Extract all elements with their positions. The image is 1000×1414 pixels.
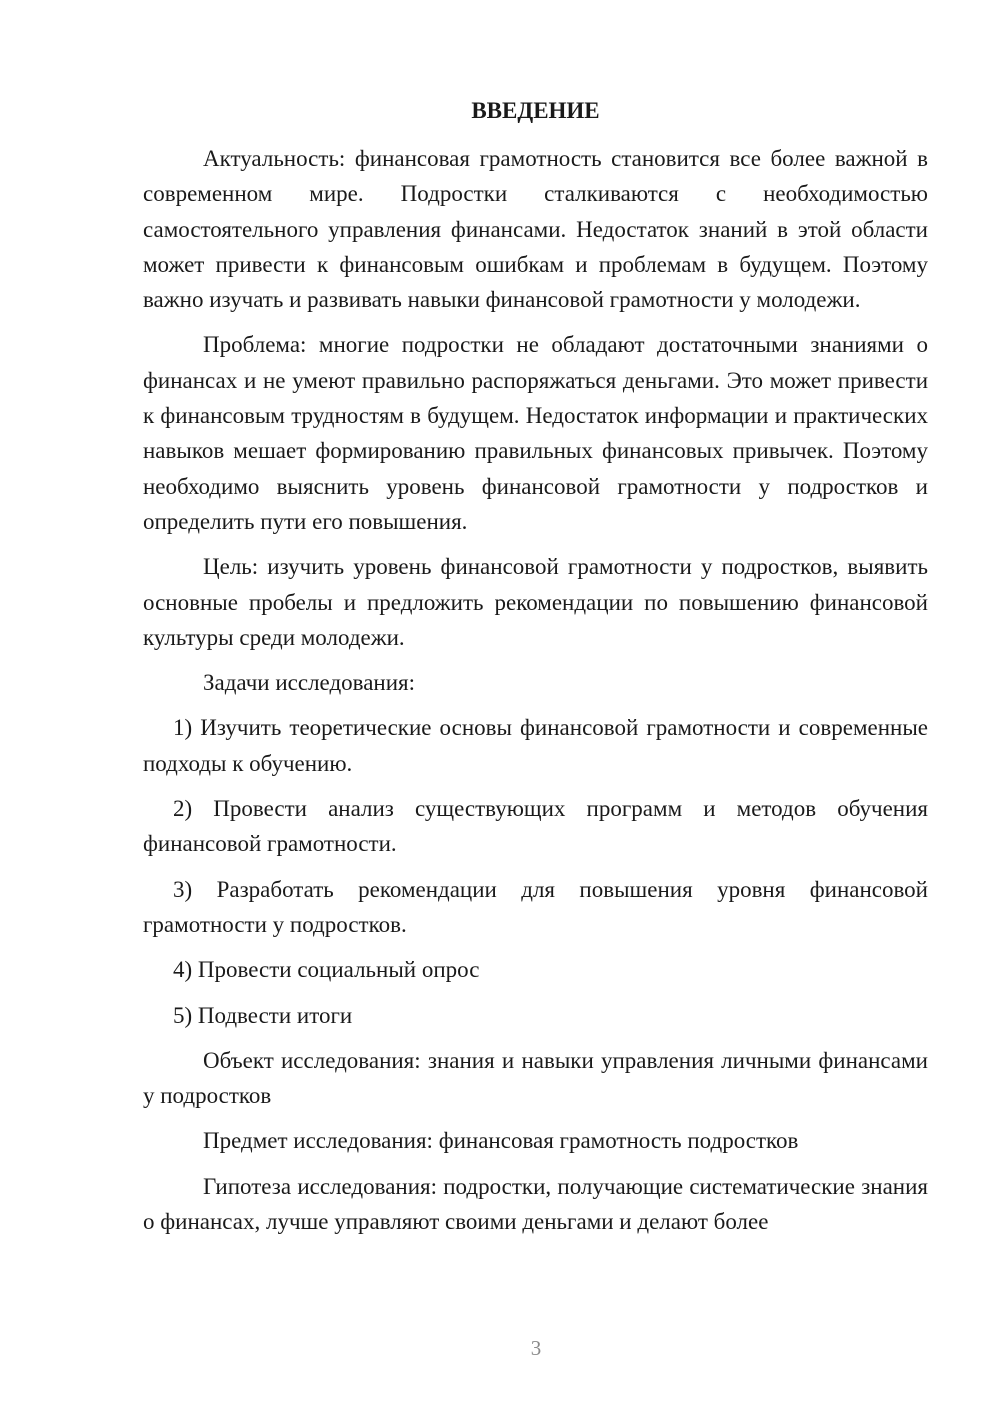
task-item-3: 3) Разработать рекомендации для повышения уровня финансовой грамотности у подростков. bbox=[143, 876, 928, 937]
task-item-2: 2) Провести анализ существующих программ и методов обучения финансовой грамотности. bbox=[143, 796, 928, 857]
tasks-heading: Задачи исследования: bbox=[203, 670, 416, 696]
hypothesis-paragraph: Гипотеза исследования: подростки, получающие систематические знания о финансах, лучше управляют своими деньгами и делают более bbox=[143, 1173, 928, 1235]
page-number: 3 bbox=[530, 1336, 542, 1360]
task-item-1: 1) Изучить теоретические основы финансовой грамотности и современные подходы к обучению. bbox=[143, 715, 928, 776]
task-item-4: 4) Провести социальный опрос bbox=[173, 957, 480, 983]
problem-paragraph: Проблема: многие подростки не обладают достаточными знаниями о финансах и не умеют правильно распоряжаться деньгами. Это может привести к финансовым трудностям в будущем. Недостаток информации и практических навыков мешает формированию правильных финансовых привычек. Поэтому необходимо выяснить уровень финансовой грамотности у подростков и определить пути его повышения. bbox=[143, 332, 928, 534]
goal-paragraph: Цель: изучить уровень финансовой грамотности у подростков, выявить основные пробелы и предложить рекомендации по повышению финансовой культуры среди молодежи. bbox=[143, 554, 928, 650]
subject-paragraph: Предмет исследования: финансовая грамотность подростков bbox=[203, 1128, 799, 1154]
object-paragraph: Объект исследования: знания и навыки управления личными финансами у подростков bbox=[143, 1047, 928, 1109]
document-body bbox=[143, 96, 928, 1249]
task-item-5: 5) Подвести итоги bbox=[173, 1002, 353, 1028]
relevance-paragraph: Актуальность: финансовая грамотность становится все более важной в современном мире. Подростки сталкиваются с необходимостью самостоятельного управления финансами. Недостаток знаний в этой области может привести к финансовым ошибкам и проблемам в будущем. Поэтому важно изучать и развивать навыки финансовой грамотности у молодежи. bbox=[143, 146, 928, 313]
section-title: ВВЕДЕНИЕ bbox=[471, 98, 600, 123]
